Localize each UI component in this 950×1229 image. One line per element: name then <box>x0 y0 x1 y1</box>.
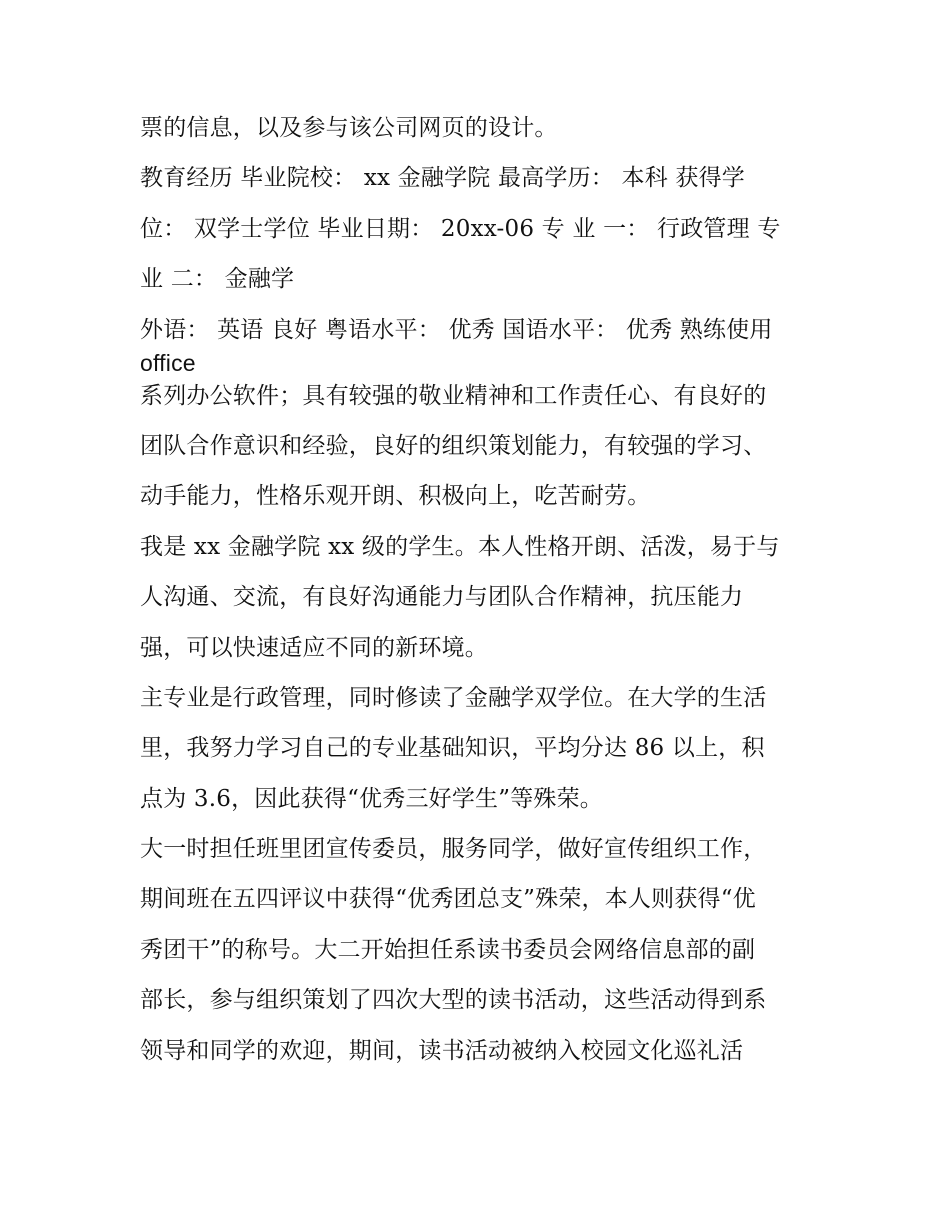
text-line: 位： 双学士学位 毕业日期： 20xx-06 专 业 一： 行政管理 专 <box>140 215 781 242</box>
text-line: 我是 xx 金融学院 xx 级的学生。本人性格开朗、活泼，易于与 <box>140 533 780 560</box>
text-line: 点为 3.6，因此获得“优秀三好学生”等殊荣。 <box>140 785 604 812</box>
text-line: office <box>140 349 196 376</box>
text-line: 系列办公软件；具有较强的敬业精神和工作责任心、有良好的 <box>140 382 767 409</box>
text-line: 大一时担任班里团宣传委员，服务同学，做好宣传组织工作， <box>140 836 767 863</box>
text-line: 外语： 英语 良好 粤语水平： 优秀 国语水平： 优秀 熟练使用 <box>140 316 773 343</box>
text-line: 主专业是行政管理，同时修读了金融学双学位。在大学的生活 <box>140 684 767 711</box>
text-line: 票的信息，以及参与该公司网页的设计。 <box>140 115 558 141</box>
text-line: 教育经历 毕业院校： xx 金融学院 最高学历： 本科 获得学 <box>140 165 746 192</box>
text-line: 人沟通、交流，有良好沟通能力与团队合作精神，抗压能力 <box>140 584 744 611</box>
text-line: 秀团干”的称号。大二开始担任系读书委员会网络信息部的副 <box>140 936 756 963</box>
text-line: 期间班在五四评议中获得“优秀团总支”殊荣，本人则获得“优 <box>140 886 756 913</box>
document-body <box>140 110 820 1083</box>
text-line: 强，可以快速适应不同的新环境。 <box>140 634 488 661</box>
text-line: 动手能力，性格乐观开朗、积极向上，吃苦耐劳。 <box>140 483 651 510</box>
text-line: 里，我努力学习自己的专业基础知识，平均分达 86 以上，积 <box>140 735 765 762</box>
text-line: 业 二： 金融学 <box>140 266 295 293</box>
text-line: 领导和同学的欢迎，期间，读书活动被纳入校园文化巡礼活 <box>140 1037 744 1064</box>
text-line: 部长，参与组织策划了四次大型的读书活动，这些活动得到系 <box>140 987 767 1014</box>
text-line: 团队合作意识和经验，良好的组织策划能力，有较强的学习、 <box>140 432 767 459</box>
